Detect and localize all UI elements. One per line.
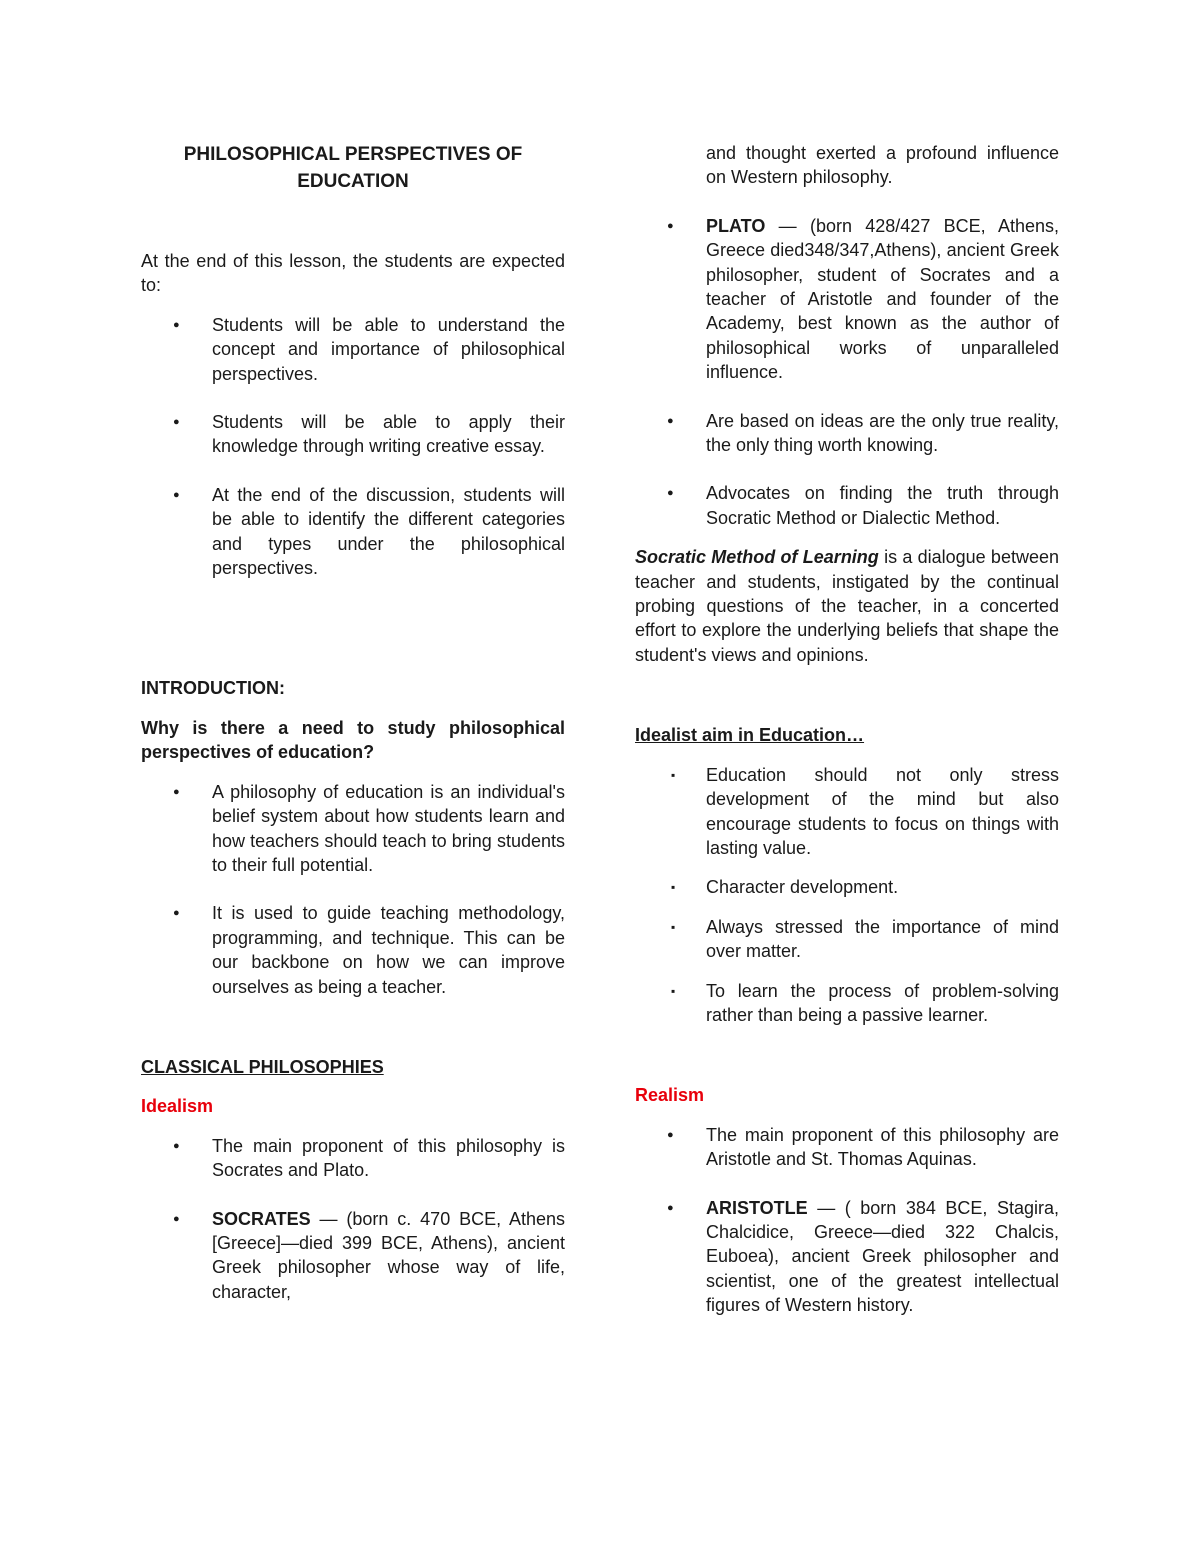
plato-list xyxy=(635,214,1059,530)
list-item: ● At the end of the discussion, students will be able to identify the different categories and types under the philosophical perspectives. xyxy=(141,483,565,581)
list-item: ● Advocates on finding the truth through Socratic Method or Dialectic Method. xyxy=(635,481,1059,530)
left-column xyxy=(141,141,565,1304)
list-item: ● Students will be able to apply their knowledge through writing creative essay. xyxy=(141,410,565,459)
list-item: ▪ Education should not only stress development of the mind but also encourage students to focus on things with lasting value. xyxy=(635,763,1059,861)
idealism-list xyxy=(141,1134,565,1304)
plato-item xyxy=(635,214,1059,385)
aristotle-name: ARISTOTLE xyxy=(706,1197,808,1218)
plato-text: — (born 428/427 BCE, Athens, Greece died348/347,Athens), ancient Greek philosopher, student of Socrates and a teacher of Aristotle and founder of the Academy, best known as the author of philosophical works of unparalleled influence. xyxy=(706,215,1059,383)
list-item: ● The main proponent of this philosophy is Socrates and Plato. xyxy=(141,1134,565,1183)
socratic-method-definition: is a dialogue between teacher and students, instigated by the continual probing questions of the teacher, in a concerted effort to explore the underlying beliefs that shape the student's views and opinions. xyxy=(635,547,1059,665)
introduction-list xyxy=(141,780,565,999)
introduction-question: Why is there a need to study philosophical perspectives of education? xyxy=(141,717,565,763)
list-item: ▪ Character development. xyxy=(635,875,1059,899)
realism-list xyxy=(635,1123,1059,1318)
aristotle-text: — ( born 384 BCE, Stagira, Chalcidice, Greece—died 322 Chalcis, Euboea), ancient Greek philosopher and scientist, one of the greatest intellectual figures of Western history. xyxy=(706,1197,1059,1316)
classical-philosophies-heading: CLASSICAL PHILOSOPHIES xyxy=(141,1056,384,1077)
socratic-method-paragraph xyxy=(635,545,1059,667)
objectives-list xyxy=(141,313,565,581)
list-item: ● A philosophy of education is an individual's belief system about how students learn and how teachers should teach to bring students to their full potential. xyxy=(141,780,565,878)
socrates-continuation xyxy=(635,141,1059,190)
socrates-name: SOCRATES xyxy=(212,1208,311,1229)
socrates-item xyxy=(141,1207,565,1305)
realism-heading: Realism xyxy=(635,1085,705,1106)
list-item: ▪ Always stressed the importance of mind over matter. xyxy=(635,915,1059,964)
idealist-aim-heading: Idealist aim in Education… xyxy=(635,725,865,746)
socrates-continuation-text: and thought exerted a profound influence on Western philosophy. xyxy=(706,143,1059,188)
idealist-aim-list xyxy=(635,763,1059,1028)
document-title: PHILOSOPHICAL PERSPECTIVES OF EDUCATION xyxy=(183,144,523,192)
plato-name: PLATO xyxy=(706,215,766,236)
list-item: ● It is used to guide teaching methodology, programming, and technique. This can be our backbone on how we can improve ourselves as being a teacher. xyxy=(141,901,565,999)
list-item: ● The main proponent of this philosophy are Aristotle and St. Thomas Aquinas. xyxy=(635,1123,1059,1172)
list-item: ● Are based on ideas are the only true reality, the only thing worth knowing. xyxy=(635,409,1059,458)
aristotle-item xyxy=(635,1196,1059,1318)
right-column-content xyxy=(635,141,1059,1318)
idealism-heading: Idealism xyxy=(141,1096,214,1117)
list-item: ▪ To learn the process of problem-solving rather than being a passive learner. xyxy=(635,979,1059,1028)
objectives-intro: At the end of this lesson, the students are expected to: xyxy=(141,251,565,296)
list-item: ● Students will be able to understand the concept and importance of philosophical perspectives. xyxy=(141,313,565,386)
introduction-heading: INTRODUCTION: xyxy=(141,678,285,699)
socratic-method-term: Socratic Method of Learning xyxy=(635,547,879,568)
socrates-text: — (born c. 470 BCE, Athens [Greece]—died 399 BCE, Athens), ancient Greek philosopher whose way of life, character, xyxy=(212,1208,565,1302)
